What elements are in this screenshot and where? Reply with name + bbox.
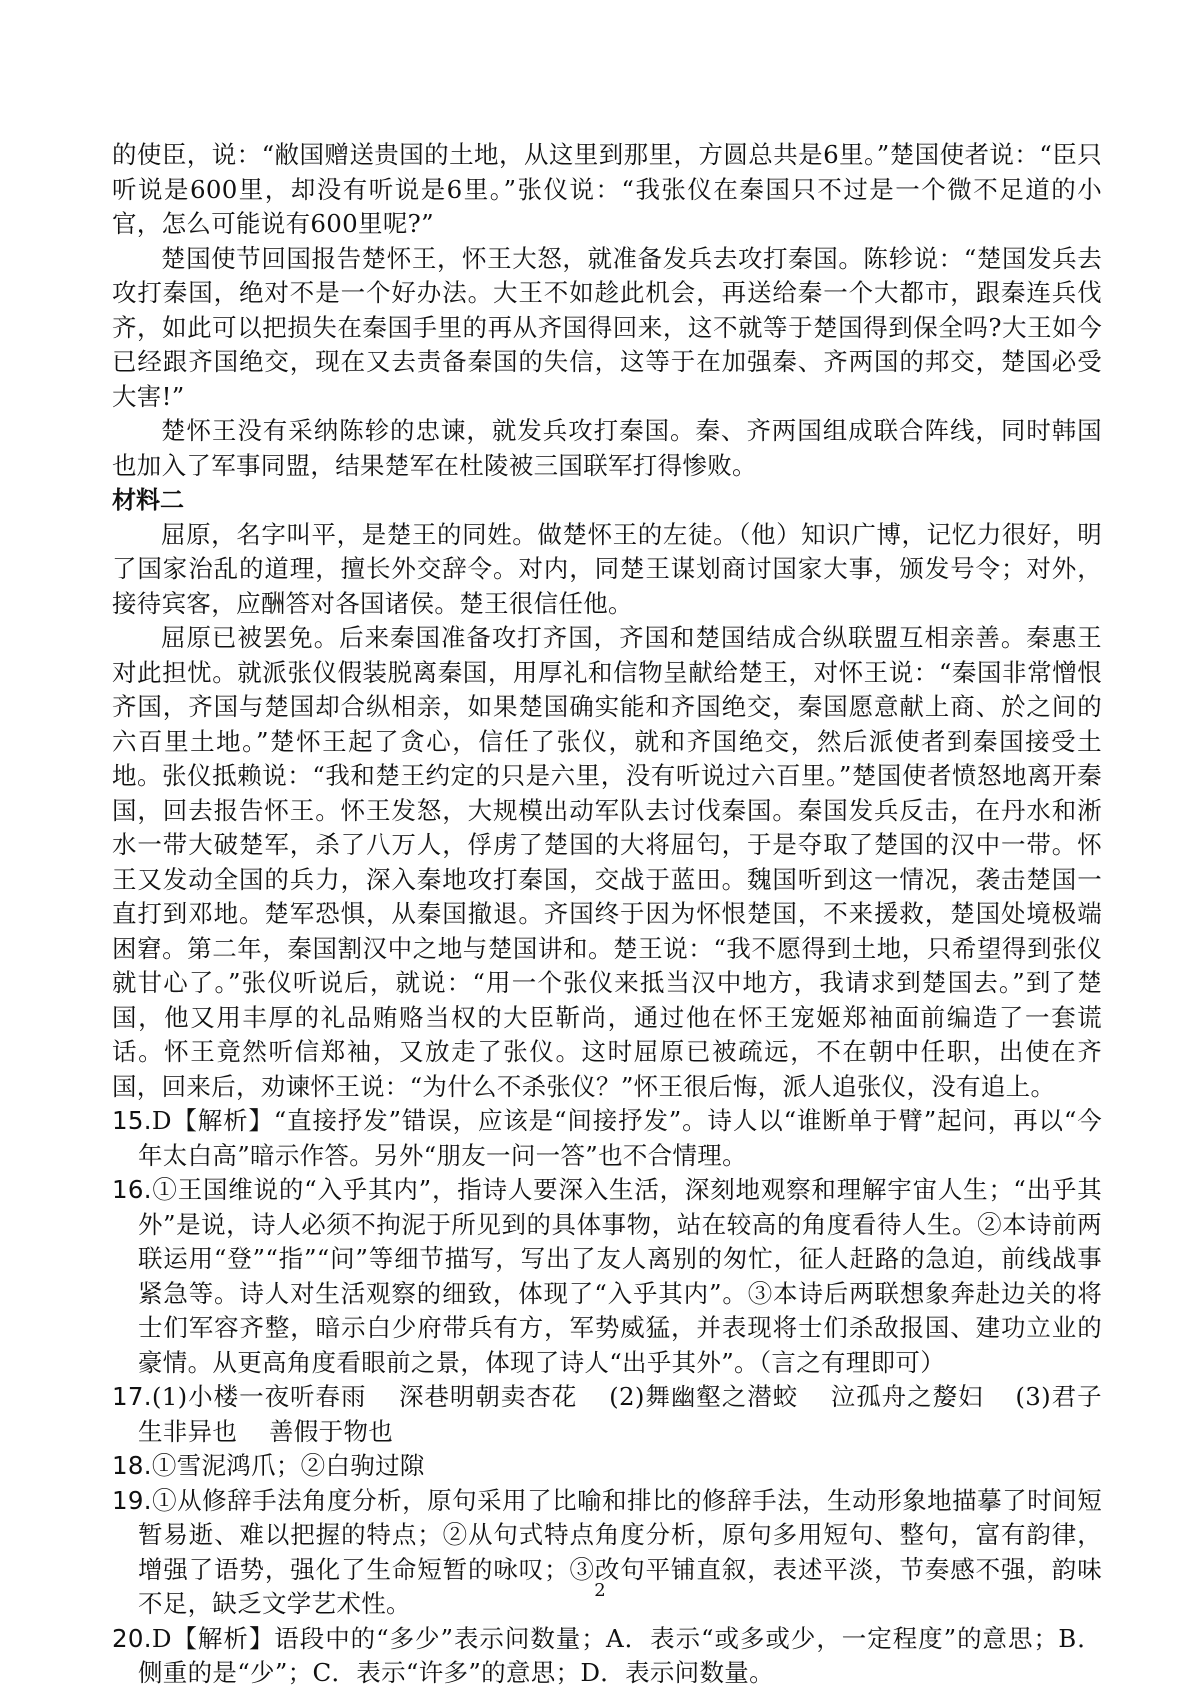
answer-17-part2-line-a: 舞幽壑之潜蛟 <box>644 1382 799 1411</box>
answer-17-part1-label: (1) <box>151 1382 188 1411</box>
answer-20 <box>112 1622 1102 1691</box>
answer-16-text: ①王国维说的“入乎其内”，指诗人要深入生活，深刻地观察和理解宇宙人生；“出乎其外”是说，诗人必须不拘泥于所见到的具体事物，站在较高的角度看待人生。②本诗前两联运用“登”“指”“问”等细节描写，写出了友人离别的匆忙，征人赶路的急迫，前线战事紧急等。诗人对生活观察的细致，体现了“入乎其内”。③本诗后两联想象奔赴边关的将士们军容齐整，暗示白少府带兵有方，军势威猛，并表现将士们杀敌报国、建功立业的豪情。从更高角度看眼前之景，体现了诗人“出乎其外”。（言之有理即可） <box>138 1175 1102 1377</box>
answer-19-text: ①从修辞手法角度分析，原句采用了比喻和排比的修辞手法，生动形象地描摹了时间短暂易逝、难以把握的特点；②从句式特点角度分析，原句多用短句、整句，富有韵律，增强了语势，强化了生命短暂的咏叹；③改句平铺直叙，表述平淡，节奏感不强，韵味不足，缺乏文学艺术性。 <box>138 1485 1102 1618</box>
material-two-paragraph-1: 屈原，名字叫平，是楚王的同姓。做楚怀王的左徒。（他）知识广博，记忆力很好，明了国家治乱的道理，擅长外交辞令。对内，同楚王谋划商讨国家大事，颁发号令；对外，接待宾客，应酬答对各国诸侯。楚王很信任他。 <box>112 519 1102 618</box>
answer-17-part1-line-b: 深巷明朝卖杏花 <box>398 1382 578 1411</box>
material-two-paragraph-2: 屈原已被罢免。后来秦国准备攻打齐国，齐国和楚国结成合纵联盟互相亲善。秦惠王对此担忧。就派张仪假装脱离秦国，用厚礼和信物呈献给楚王，对怀王说：“秦国非常憎恨齐国，齐国与楚国却合纵相亲，如果楚国确实能和齐国绝交，秦国愿意献上商、於之间的六百里土地。”楚怀王起了贪心，信任了张仪，就和齐国绝交，然后派使者到秦国接受土地。张仪抵赖说：“我和楚王约定的只是六里，没有听说过六百里。”楚国使者愤怒地离开秦国，回去报告怀王。怀王发怒，大规模出动军队去讨伐秦国。秦国发兵反击，在丹水和淅水一带大破楚军，杀了八万人，俘虏了楚国的大将屈匄，于是夺取了楚国的汉中一带。怀王又发动全国的兵力，深入秦地攻打秦国，交战于蓝田。魏国听到这一情况，袭击楚国一直打到邓地。楚军恐惧，从秦国撤退。齐国终于因为怀恨楚国，不来援救，楚国处境极端困窘。第二年，秦国割汉中之地与楚国讲和。楚王说：“我不愿得到土地，只希望得到张仪就甘心了。”张仪听说后，就说：“用一个张仪来抵当汉中地方，我请求到楚国去。”到了楚国，他又用丰厚的礼品贿赂当权的大臣靳尚，通过他在怀王宠姬郑袖面前编造了一套谎话。怀王竟然听信郑袖，又放走了张仪。这时屈原已被疏远，不在朝中任职，出使在齐国，回来后，劝谏怀王说：“为什么不杀张仪？”怀王很后悔，派人追张仪，没有追上。 <box>112 623 1102 1101</box>
document-page <box>112 138 1102 1691</box>
answer-15-number: 15. <box>112 1106 152 1135</box>
answer-17-part2-line-b: 泣孤舟之嫠妇 <box>830 1382 984 1411</box>
answer-18-number: 18. <box>112 1451 152 1480</box>
material-one-paragraph-1: 的使臣，说：“敝国赠送贵国的土地，从这里到那里，方圆总共是6里。”楚国使者说：“臣只听说是600里，却没有听说是6里。”张仪说：“我张仪在秦国只不过是一个微不足道的小官，怎么可能说有600里呢?” <box>112 140 1102 238</box>
answer-15 <box>112 1104 1102 1173</box>
answer-17 <box>112 1380 1102 1449</box>
page-number: 2 <box>594 1580 606 1601</box>
answer-17-part3-label: (3) <box>1015 1382 1052 1411</box>
answer-17-part3-line-a: 君子生非异也 <box>138 1382 1102 1446</box>
answer-20-text: D【解析】语段中的“多少”表示问数量；A．表示“或多或少，一定程度”的意思；B．侧重的是“少”；C．表示“许多”的意思；D．表示问数量。 <box>138 1623 1102 1687</box>
answer-16-number: 16. <box>112 1175 152 1204</box>
material-two-heading: 材料二 <box>112 486 184 514</box>
answer-18-text: ①雪泥鸿爪；②白驹过隙 <box>151 1451 425 1480</box>
material-one-paragraph-2: 楚国使节回国报告楚怀王，怀王大怒，就准备发兵去攻打秦国。陈轸说：“楚国发兵去攻打秦国，绝对不是一个好办法。大王不如趁此机会，再送给秦一个大都市，跟秦连兵伐齐，如此可以把损失在秦国手里的再从齐国得回来，这不就等于楚国得到保全吗?大王如今已经跟齐国绝交，现在又去责备秦国的失信，这等于在加强秦、齐两国的邦交，楚国必受大害!” <box>112 243 1102 411</box>
answer-15-text: D【解析】“直接抒发”错误，应该是“间接抒发”。诗人以“谁断单于臂”起问，再以“今年太白高”暗示作答。另外“朋友一问一答”也不合情理。 <box>138 1106 1102 1170</box>
answer-20-number: 20. <box>112 1623 152 1653</box>
answer-17-number: 17. <box>112 1382 152 1411</box>
answer-17-part1-line-a: 小楼一夜听春雨 <box>187 1382 367 1411</box>
answer-19-number: 19. <box>112 1485 152 1515</box>
material-one-paragraph-3: 楚怀王没有采纳陈轸的忠谏，就发兵攻打秦国。秦、齐两国组成联合阵线，同时韩国也加入了军事同盟，结果楚军在杜陵被三国联军打得惨败。 <box>112 416 1102 480</box>
answer-16 <box>112 1173 1102 1380</box>
answer-17-part3-line-b: 善假于物也 <box>269 1416 394 1446</box>
answer-17-part2-label: (2) <box>609 1382 645 1411</box>
answer-18 <box>112 1449 1102 1484</box>
